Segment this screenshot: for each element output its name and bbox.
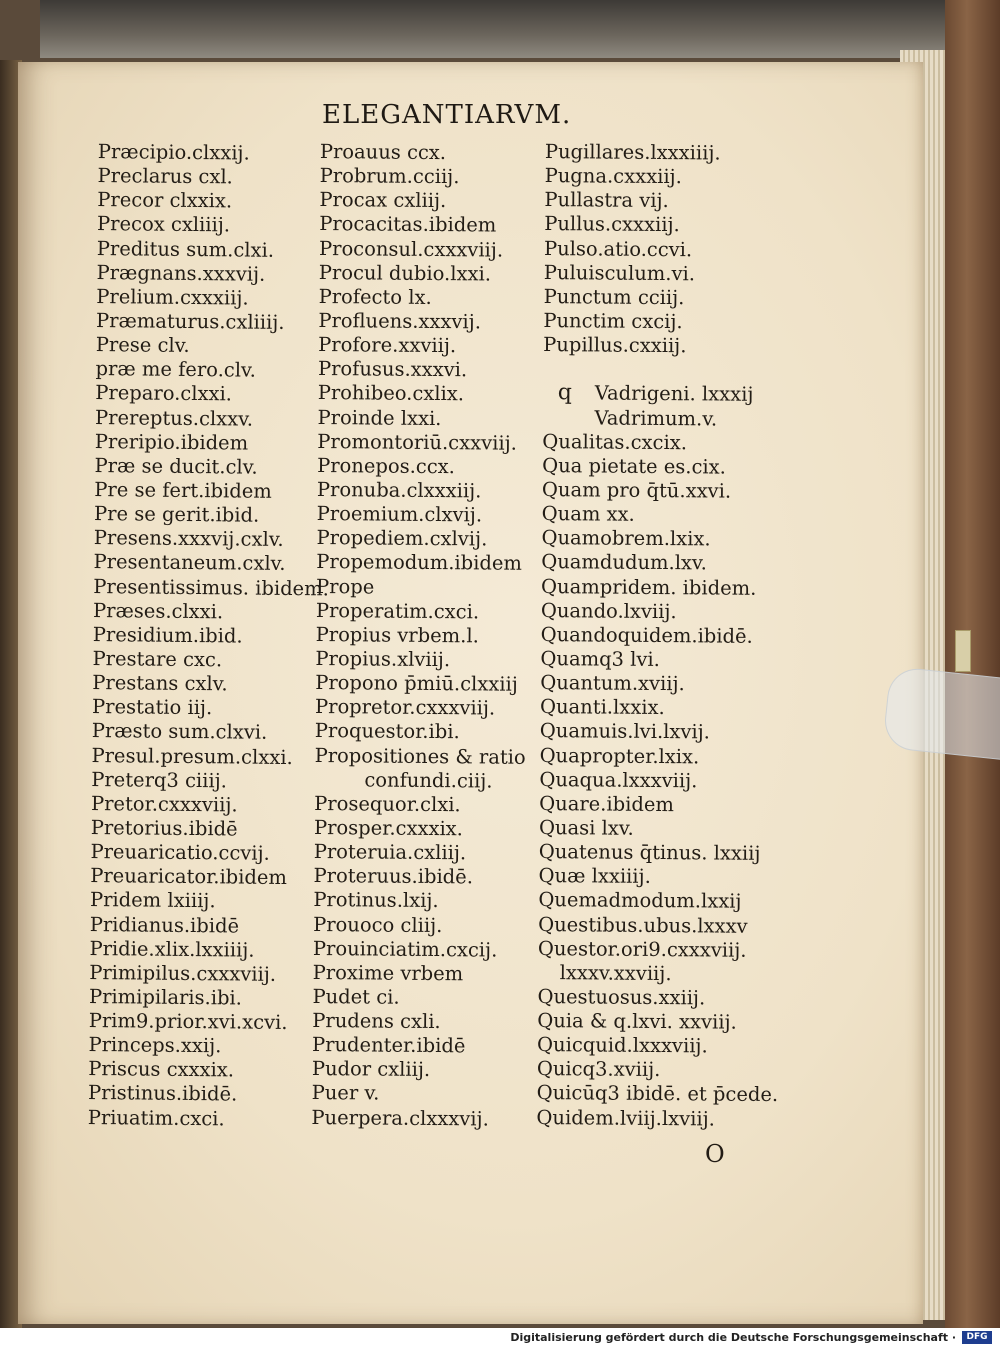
index-column-3: [536, 140, 786, 1132]
index-entry: Preuaricator.ibidem: [90, 864, 288, 890]
index-entry: Præsto sum.clxvi.: [91, 719, 268, 745]
index-entry: Presens.xxxvij.cxlv.: [93, 526, 284, 552]
index-entry: Questuosus.xxiij.: [537, 984, 706, 1010]
index-entry: Puerpera.clxxxvij.: [311, 1105, 489, 1131]
index-entry: Propius vrbem.l.: [315, 622, 479, 648]
index-entry: Pugna.cxxxiij.: [544, 164, 682, 189]
index-entry: lxxxv.xxviij.: [559, 960, 672, 985]
index-entry: Propretor.cxxxviij.: [314, 695, 496, 720]
index-entry: Pudet ci.: [312, 984, 400, 1009]
index-entry: Quatenus q̄tinus. lxxiij: [538, 840, 761, 865]
index-entry: Preparo.clxxi.: [95, 381, 233, 406]
footer-credit: Digitalisierung gefördert durch die Deutsche Forschungsgemeinschaft ·: [510, 1331, 956, 1344]
index-entry: Quamuis.lvi.lxvij.: [539, 719, 711, 744]
index-entry: Quam pro q̄tū.xxvi.: [541, 477, 732, 503]
index-entry: Quicūq3 ibidē. et p̄cede.: [536, 1081, 779, 1107]
index-entry: Præses.clxxi.: [92, 598, 224, 624]
index-entry: Pupillus.cxxiij.: [543, 333, 687, 358]
index-entry: Pridie.xlix.lxxiiij.: [89, 936, 255, 962]
index-entry: Pugillares.lxxxiiij.: [544, 140, 721, 165]
index-entry: Præmaturus.cxliiij.: [95, 308, 285, 334]
index-entry: Presentaneum.cxlv.: [93, 550, 286, 576]
index-entry: Quando.lxviij.: [540, 598, 677, 623]
index-entry: Precor clxxix.: [97, 188, 233, 213]
index-entry: Prim9.prior.xvi.xcvi.: [88, 1009, 288, 1035]
drop-letter: q: [557, 380, 572, 406]
catchword: O: [705, 1140, 725, 1168]
index-entry: Quanti.lxxix.: [539, 695, 665, 720]
index-entry: Profluens.xxxvij.: [318, 308, 482, 334]
index-entry: Quantum.xviij.: [540, 671, 685, 696]
index-entry: Priuatim.cxci.: [87, 1105, 225, 1131]
index-entry: Presentissimus. ibidem.: [93, 574, 329, 600]
index-entry: Proquestor.ibi.: [314, 719, 460, 744]
index-entry: Prouinciatim.cxcij.: [312, 936, 498, 962]
index-entry: Quandoquidem.ibidē.: [540, 622, 753, 648]
index-entry: Proteruia.cxliij.: [313, 840, 467, 865]
page-clip: [955, 630, 971, 672]
index-entry: Quicquid.lxxxviij.: [537, 1033, 708, 1058]
index-entry: Presidium.ibid.: [92, 622, 243, 648]
index-entry: Prope: [316, 574, 375, 599]
index-entry: Properatim.cxci.: [315, 598, 480, 624]
index-entry: Priscus cxxxix.: [88, 1057, 235, 1082]
index-entry: Quia & q.lxvi. xxviij.: [537, 1009, 737, 1034]
book-cover-top: [40, 0, 980, 58]
index-entry: Protinus.lxij.: [313, 888, 439, 913]
index-entry: Quampridem. ibidem.: [541, 574, 757, 600]
index-entry: Prelium.cxxxiij.: [96, 284, 249, 310]
index-entry: Prægnans.xxxvij.: [96, 260, 266, 286]
index-entry: Preripio.ibidem: [94, 429, 249, 455]
index-entry: Vadrimum.v.: [594, 405, 718, 431]
index-entry: Preterq3 ciiij.: [91, 767, 228, 793]
index-entry: Qualitas.cxcix.: [542, 429, 688, 454]
index-entry: Proconsul.cxxxviij.: [318, 236, 504, 262]
index-entry: Profore.xxviij.: [318, 333, 457, 358]
index-entry: Propono p̄miū.clxxiij: [315, 671, 518, 696]
index-entry: Pridianus.ibidē: [89, 912, 240, 938]
index-entry: Questor.ori9.cxxxviij.: [537, 936, 747, 962]
index-entry: præ me fero.clv.: [95, 357, 257, 382]
index-entry: Prestare cxc.: [92, 646, 223, 672]
index-entry: Preditus sum.clxi.: [96, 236, 275, 262]
index-entry: Proxime vrbem: [312, 960, 464, 986]
dfg-logo: DFG: [962, 1331, 992, 1344]
index-entry: Procul dubio.lxxi.: [318, 260, 492, 286]
section-q-start: [543, 381, 785, 407]
index-entry: Præ se ducit.clv.: [94, 453, 258, 479]
index-entry: Prudenter.ibidē: [312, 1033, 466, 1058]
index-entry: Pronuba.clxxxiij.: [316, 477, 482, 503]
index-entry: Puluisculum.vi.: [543, 260, 696, 286]
index-entry: Pudor cxliij.: [311, 1057, 431, 1082]
index-entry: Quaqua.lxxxviij.: [539, 767, 698, 793]
index-entry: Questibus.ubus.lxxxv: [538, 912, 748, 938]
index-entry: confundi.ciij.: [364, 768, 493, 793]
index-entry: Preclarus cxl.: [97, 164, 233, 189]
index-entry: Qua pietate es.cix.: [542, 453, 727, 479]
blank-line: [543, 357, 785, 383]
index-entry: Primipilus.cxxxviij.: [89, 960, 277, 986]
index-entry: Punctim cxcij.: [543, 308, 683, 334]
index-entry: Quemadmodum.lxxij: [538, 888, 742, 914]
index-entry: Quamq3 lvi.: [540, 646, 661, 671]
index-entry: Prese clv.: [95, 333, 190, 358]
index-entry: Quamobrem.lxix.: [541, 526, 711, 551]
index-entry: Prouoco cliij.: [313, 912, 443, 937]
index-entry: Prudens cxli.: [312, 1009, 441, 1034]
index-entry: Pronepos.ccx.: [317, 453, 456, 479]
running-head: ELEGANTIARVM.: [322, 100, 572, 130]
index-entry: Quam xx.: [541, 502, 635, 526]
binding-board: [945, 0, 1000, 1328]
index-entry: Proauus ccx.: [319, 140, 447, 165]
index-entry: Quapropter.lxix.: [539, 743, 700, 768]
index-entry: Pre se fert.ibidem: [94, 477, 272, 503]
index-entry: Precox cxliiij.: [97, 212, 231, 237]
index-entry: Prestans cxlv.: [92, 671, 228, 696]
index-column-2: [311, 140, 531, 1132]
index-entry: Preuaricatio.ccvij.: [90, 840, 270, 865]
index-entry: Prohibeo.cxlix.: [317, 381, 465, 406]
index-entry: Propemodum.ibidem: [316, 550, 523, 576]
index-entry: Pretorius.ibidē: [90, 815, 238, 841]
index-entry: Pulso.atio.ccvi.: [543, 236, 693, 261]
index-entry: Propositiones & ratio: [314, 743, 526, 769]
index-entry: Profusus.xxxvi.: [317, 357, 468, 382]
index-entry: Proinde lxxi.: [317, 405, 442, 430]
index-entry: Pullus.cxxxiij.: [544, 212, 680, 237]
index-entry: Quæ lxxiiij.: [538, 864, 651, 889]
index-entry: Procax cxliij.: [319, 188, 447, 213]
index-entry: Promontoriū.cxxviij.: [317, 429, 517, 455]
index-entry: Quamdudum.lxv.: [541, 550, 707, 575]
index-entry: Proteruus.ibidē.: [313, 864, 474, 889]
index-entry: Presul.presum.clxxi.: [91, 743, 293, 769]
index-entry: Profecto lx.: [318, 284, 432, 309]
index-entry: Quidem.lviij.lxviij.: [536, 1105, 716, 1131]
index-entry: Pullastra vij.: [544, 188, 669, 213]
index-entry: Prereptus.clxxv.: [94, 405, 254, 431]
plastic-bookmark: [882, 666, 1000, 760]
index-entry: Punctum cciij.: [543, 284, 685, 310]
index-entry: Primipilaris.ibi.: [88, 984, 243, 1010]
index-column-1: [88, 140, 334, 1132]
index-entry: Pretor.cxxxviij.: [90, 791, 238, 817]
index-entry: Pristinus.ibidē.: [87, 1081, 238, 1106]
footer-bar: [0, 1328, 1000, 1348]
index-entry: Quare.ibidem: [539, 791, 675, 816]
index-entry: Puer v.: [311, 1081, 380, 1106]
index-entry: Prosequor.clxi.: [314, 791, 461, 817]
index-entry: Probrum.cciij.: [319, 164, 460, 189]
index-entry: Vadrigeni. lxxxij: [594, 381, 754, 407]
index-entry: Propius.xlviij.: [315, 646, 451, 672]
index-entry: Propediem.cxlvij.: [316, 526, 488, 551]
index-entry: Præcipio.clxxij.: [97, 140, 250, 165]
index-entry: Procacitas.ibidem: [319, 212, 497, 237]
index-entry: Prestatio iij.: [91, 695, 213, 720]
index-entry: Quasi lxv.: [538, 815, 634, 840]
index-entry: Proemium.clxvij.: [316, 502, 483, 527]
index-entry: Prosper.cxxxix.: [313, 815, 464, 841]
index-entry: Pridem lxiiij.: [89, 888, 216, 913]
index-entry: Pre se gerit.ibid.: [93, 502, 260, 527]
index-entry: Quicq3.xviij.: [536, 1057, 661, 1082]
index-entry: Princeps.xxij.: [88, 1033, 222, 1058]
